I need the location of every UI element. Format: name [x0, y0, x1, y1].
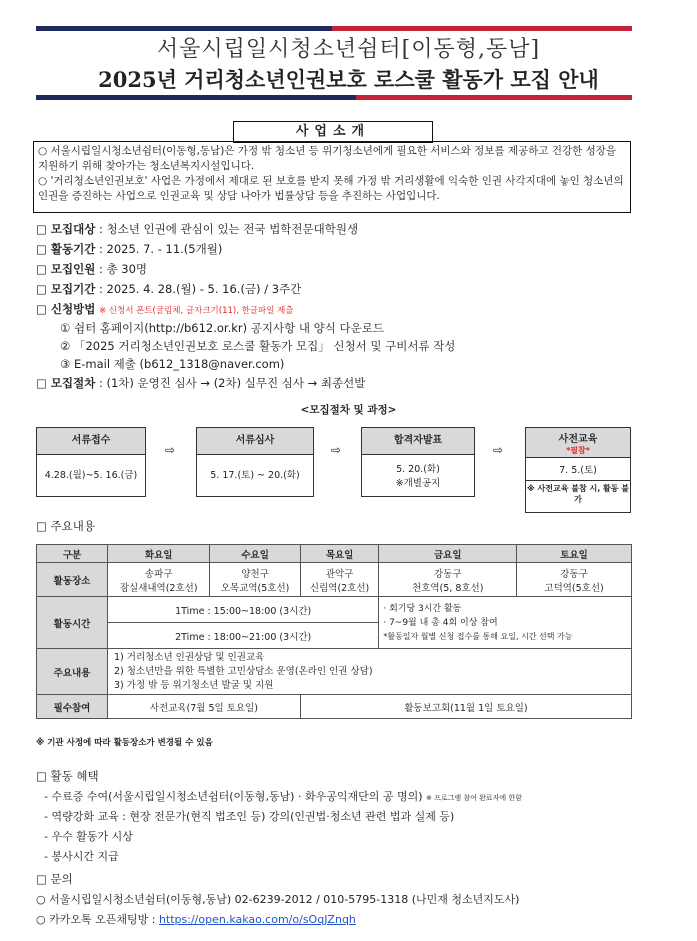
time-slot-1: 1Time : 15:00~18:00 (3시간)	[108, 597, 379, 623]
place-cell: 강동구 고덕역(5호선)	[517, 563, 632, 597]
flow-arrow-icon: ⇨	[165, 443, 176, 457]
method-note: ※ 신청서 폰트(굴림체, 글자크기(11), 한글파일 제출	[98, 306, 294, 316]
method-step-3: ③ E-mail 제출 (b612_1318@naver.com)	[60, 357, 285, 371]
section-title-intro: 사업소개	[233, 121, 433, 143]
flow-step-1-title: 서류접수	[37, 428, 145, 455]
flow-step-4-note: ※ 사전교육 불참 시, 활동 불가	[526, 480, 630, 505]
table-header-cell: 화요일	[108, 545, 210, 563]
row-label: 활동장소	[37, 563, 108, 597]
required-cell-2: 활동보고회(11월 1일 토요일)	[300, 695, 631, 719]
intro-paragraph-1: ○ 서울시립일시청소년쉼터(이동형,동남)은 가정 밖 청소년 등 위기청소년에게 필요한 서비스와 정보를 제공하고 건강한 성장을 지원하기 위해 찾아가는 청소년복지시설입니다.	[38, 145, 617, 172]
table-header-cell: 목요일	[300, 545, 379, 563]
benefit-4: - 봉사시간 지급	[44, 850, 119, 863]
method-step-2: ② 「2025 거리청소년인권보호 로스쿨 활동가 모집」 신청서 및 구비서류 작성	[60, 339, 456, 353]
benefits-heading: □ 활동 혜택	[36, 769, 99, 783]
recruit-term: □ 모집기간 : 2025. 4. 28.(월) - 5. 16.(금) / 3주간	[36, 282, 302, 296]
recruit-process: □ 모집절차 : (1차) 운영진 심사 → (2차) 실무진 심사 → 최종선발	[36, 376, 366, 390]
flow-step-4	[525, 427, 631, 513]
recruit-period: □ 활동기간 : 2025. 7. - 11.(5개월)	[36, 242, 223, 256]
flow-step-2	[196, 427, 314, 497]
intro-paragraph-2: ○ '거리청소년인권보호' 사업은 가정에서 제대로 된 보호를 받지 못해 가정 밖 거리생활에 익숙한 인권 사각지대에 놓인 청소년의 인권을 증진하는 사업으로 인권교육 및 상담 나아가 법률상담 등을 추진하는 사업입니다.	[38, 175, 624, 202]
header-top-bar-red	[332, 26, 632, 31]
table-header-cell: 토요일	[517, 545, 632, 563]
flow-arrow-icon: ⇨	[331, 443, 342, 457]
benefit-3: - 우수 활동가 시상	[44, 830, 133, 843]
flow-step-1	[36, 427, 146, 497]
recruit-count: □ 모집인원 : 총 30명	[36, 262, 148, 276]
row-label: 필수참여	[37, 695, 108, 719]
flow-step-1-body: 4.28.(월)~5. 16.(금)	[44, 470, 138, 481]
table-row-time-1	[37, 597, 632, 623]
time-notes: · 회기당 3시간 활동 · 7~9월 내 총 4회 이상 참여 *활동일자 월별 신청 접수를 통해 요일, 시간 선택 가능	[379, 597, 632, 649]
table-header-row	[37, 545, 632, 563]
row-label: 주요내용	[37, 649, 108, 695]
flow-step-3-body: 5. 20.(화)	[396, 464, 440, 475]
place-cell: 관악구 신림역(2호선)	[300, 563, 379, 597]
flow-step-3-note: ※개별공지	[395, 478, 441, 489]
intro-box	[33, 141, 631, 213]
flow-arrow-icon: ⇨	[493, 443, 504, 457]
table-header-cell: 구분	[37, 545, 108, 563]
flow-step-4-title: 사전교육	[558, 434, 598, 445]
contact-kakao: ○ 카카오톡 오픈채팅방 : https://open.kakao.com/o/sOqJZnqh	[36, 913, 356, 926]
header-bottom-bar-navy	[36, 95, 356, 100]
contact-heading: □ 문의	[36, 872, 73, 886]
table-header-cell: 수요일	[210, 545, 300, 563]
flow-step-4-required: *필참*	[566, 446, 590, 455]
flow-heading: <모집절차 및 과정>	[300, 404, 397, 416]
flow-step-4-body: 7. 5.(토)	[559, 465, 597, 476]
flow-step-3	[361, 427, 475, 497]
table-row-required	[37, 695, 632, 719]
document-title-org: 서울시립일시청소년쉼터[이동형,동남]	[156, 37, 541, 62]
table-row-content	[37, 649, 632, 695]
row-label: 활동시간	[37, 597, 108, 649]
kakao-link[interactable]: https://open.kakao.com/o/sOqJZnqh	[158, 913, 356, 926]
recruit-method: □ 신청방법 ※ 신청서 폰트(굴림체, 글자크기(11), 한글파일 제출	[36, 302, 294, 316]
main-heading: □ 주요내용	[36, 519, 95, 533]
method-step-1: ① 쉼터 홈페이지(http://b612.or.kr) 공지사항 내 양식 다운로드	[60, 321, 384, 335]
time-slot-2: 2Time : 18:00~21:00 (3시간)	[108, 623, 379, 649]
contact-phone: ○ 서울시립일시청소년쉼터(이동형,동남) 02-6239-2012 / 010-5795-1318 (나민재 청소년지도사)	[36, 893, 520, 906]
table-header-cell: 금요일	[379, 545, 517, 563]
place-cell: 강동구 천호역(5, 8호선)	[379, 563, 517, 597]
activity-table	[36, 544, 632, 719]
table-note: ※ 기관 사정에 따라 활동장소가 변경될 수 있음	[36, 738, 213, 748]
content-cell: 1) 거리청소년 인권상담 및 인권교육 2) 청소년만을 위한 특별한 고민상담소 운영(온라인 인권 상담) 3) 가정 밖 등 위기청소년 발굴 및 지원	[108, 649, 632, 695]
document-title-main: 2025년 거리청소년인권보호 로스쿨 활동가 모집 안내	[98, 67, 599, 92]
required-cell-1: 사전교육(7월 5일 토요일)	[108, 695, 301, 719]
table-row-places	[37, 563, 632, 597]
flow-step-3-title: 합격자발표	[362, 428, 474, 455]
place-cell: 양천구 오목교역(5호선)	[210, 563, 300, 597]
benefit-2: - 역량강화 교육 : 현장 전문가(현직 법조인 등) 강의(인권법·청소년 관련 법과 실제 등)	[44, 810, 455, 823]
benefit-1: - 수료증 수여(서울시립일시청소년쉼터(이동형,동남) · 화우공익재단의 공 명의) ※ 프로그램 참여 완료자에 한함	[44, 790, 522, 803]
flow-step-2-body: 5. 17.(토) ~ 20.(화)	[210, 470, 300, 481]
place-cell: 송파구 잠실새내역(2호선)	[108, 563, 210, 597]
recruit-target: □ 모집대상 : 청소년 인권에 관심이 있는 전국 법학전문대학원생	[36, 222, 359, 236]
flow-step-2-title: 서류심사	[197, 428, 313, 455]
header-bottom-bar-red	[356, 95, 632, 100]
